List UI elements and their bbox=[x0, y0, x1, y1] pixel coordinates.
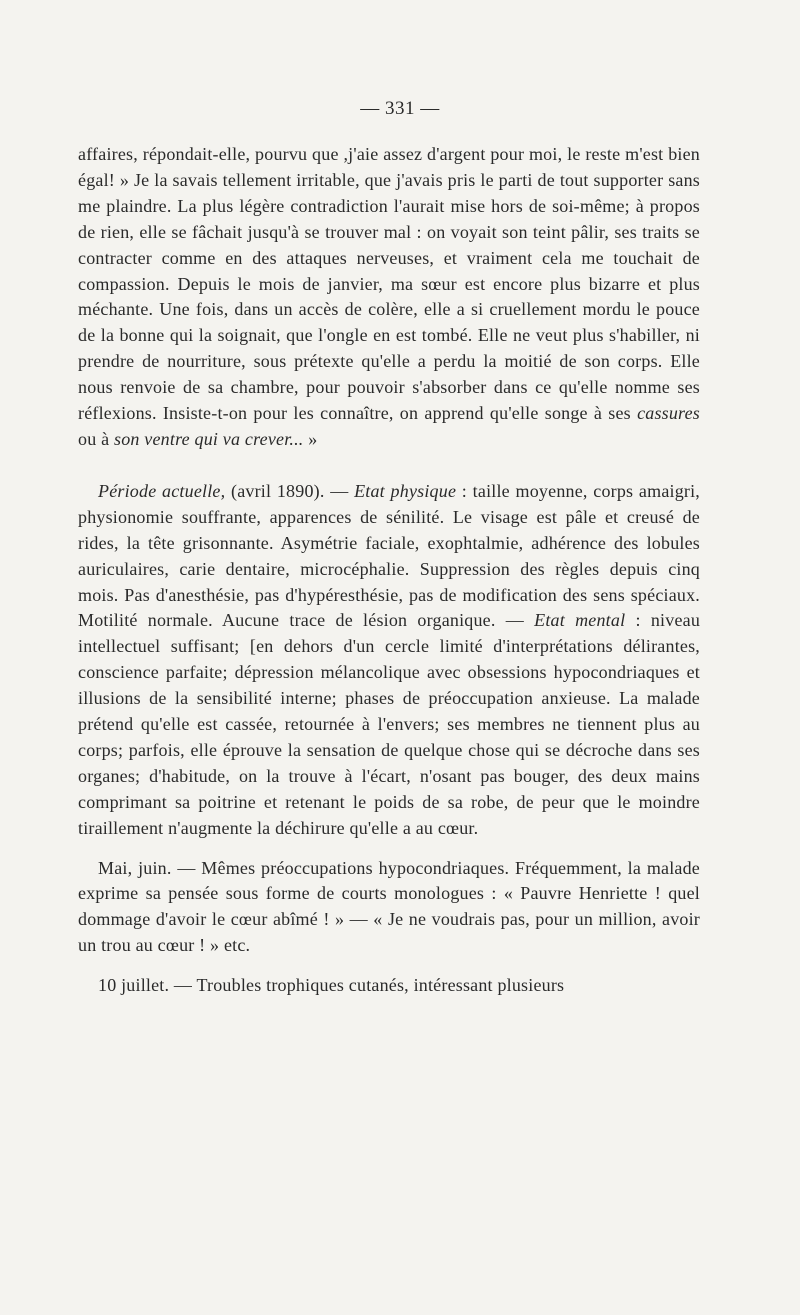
body-text bbox=[78, 142, 700, 999]
paragraph-gap bbox=[78, 959, 700, 973]
paragraph-1-text: affaires, répondait-elle, pourvu que ,j'aie assez d'argent pour moi, le reste m'est bien égal! » Je la savais tellement irritable, que j'avais pris le parti de tout supporter sans me plaindre. La plus légère contradiction l'aurait mise hors de soi-même; à propos de rien, elle se fâchait jusqu'à se trouver mal : on voyait son teint pâlir, ses traits se contracter comme en des attaques nerveuses, et vraiment cela me touchait de compassion. Depuis le mois de janvier, ma sœur est encore plus bizarre et plus méchante. Une fois, dans un accès de colère, elle a si cruellement mordu le pouce de la bonne qui la soignait, que l'ongle en est tombé. Elle ne veut plus s'habiller, ni prendre de nourriture, sous prétexte qu'elle a perdu la moitié de son corps. Elle nous renvoie de sa chambre, pour pouvoir s'absorber dans ce qu'elle nomme ses réflexions. Insiste-t-on pour les connaître, on apprend qu'elle songe à ses bbox=[78, 144, 700, 424]
periode-actuelle-label: Période actuelle, bbox=[98, 480, 226, 501]
paragraph-1-italic-cassures: cassures bbox=[637, 403, 700, 424]
periode-actuelle-date: (avril 1890). — bbox=[225, 480, 355, 501]
paragraph-gap bbox=[78, 453, 700, 479]
etat-mental-label: Etat mental bbox=[534, 610, 626, 631]
paragraph-1-end: » bbox=[303, 428, 318, 449]
paragraph-periode-actuelle bbox=[78, 479, 700, 842]
paragraph-mai-juin: Mai, juin. — Mêmes préoccupations hypocondriaques. Fréquemment, la malade exprime sa pensée sous forme de courts monologues : « Pauvre Henriette ! quel dommage d'avoir le cœur abîmé ! » — « Je ne voudrais pas, pour un million, avoir un trou au cœur ! » etc. bbox=[78, 857, 700, 956]
etat-physique-label: Etat physique bbox=[354, 480, 457, 501]
paragraph-1-italic-ventre: son ventre qui va crever... bbox=[114, 428, 304, 449]
paragraph-continuation bbox=[78, 142, 700, 453]
page-number: — 331 — bbox=[360, 98, 440, 119]
paragraph-10-juillet: 10 juillet. — Troubles trophiques cutanés, intéressant plusieurs bbox=[98, 975, 565, 996]
paragraph-1-mid: ou à bbox=[78, 428, 114, 449]
etat-mental-text: : niveau intellectuel suffisant; [en dehors d'un cercle limité d'interprétations délirantes, conscience parfaite; dépression mélancolique avec obsessions hypocondriaques et illusions de la sensibilité interne; phases de préoccupation anxieuse. La malade prétend qu'elle est cassée, retournée à l'envers; ses membres ne tiennent plus au corps; parfois, elle éprouve la sensation de quelque chose qui se décroche dans ses organes; d'habitude, on la trouve à l'écart, n'osant pas bouger, des deux mains comprimant sa poitrine et retenant le poids de sa robe, de peur que le moindre tiraillement n'augmente la déchirure qu'elle a au cœur. bbox=[78, 610, 701, 838]
etat-physique-text: : taille moyenne, corps amaigri, physionomie souffrante, apparences de sénilité. Le visage est pâle et creusé de rides, la tête grisonnante. Asymétrie faciale, exophtalmie, adhérence des lobules auriculaires, carie dentaire, microcéphalie. Suppression des règles depuis cinq mois. Pas d'anesthésie, pas d'hypéresthésie, pas de modification des sens spéciaux. Motilité normale. Aucune trace de lésion organique. — bbox=[78, 480, 701, 631]
paragraph-gap bbox=[78, 842, 700, 856]
